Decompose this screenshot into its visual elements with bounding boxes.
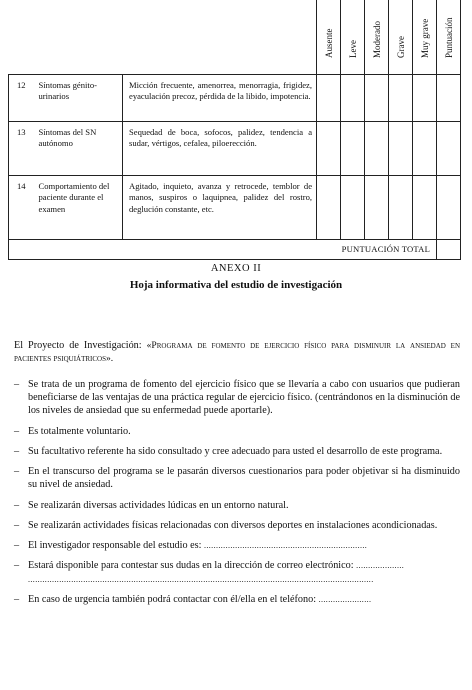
score-cell-puntuacion[interactable] [437,176,461,240]
intro-paragraph: El Proyecto de Investigación: «Programa de fomento de ejercicio físico para disminuir la ansiedad en pacientes psiquiátricos». [14,340,460,365]
total-label: PUNTUACIÓN TOTAL [9,240,437,260]
score-cell-grave[interactable] [389,176,413,240]
annex-label: ANEXO II [210,263,262,274]
annex-title: Hoja informativa del estudio de investigación [129,279,343,291]
column-header-puntuacion: Puntuación [437,0,461,75]
column-header-grave: Grave [389,0,413,75]
score-cell-grave[interactable] [389,122,413,176]
table-row [9,176,461,240]
score-cell-muy-grave[interactable] [413,75,437,122]
score-cell-muy-grave[interactable] [413,176,437,240]
list-item: – Se realizarán diversas actividades lúdicas en un entorno natural. [14,499,289,511]
column-header-moderado: Moderado [365,0,389,75]
email-fill-line[interactable]: .................... [356,561,405,571]
table-row [9,122,461,176]
phone-fill-line[interactable]: ...................... [318,594,372,604]
email-line: – Estará disponible para contestar sus dudas en la dirección de correo electrónico: .................... ................................................................................................................................................ [14,560,405,584]
item-name: Síntomas génito-urinarios [39,75,123,122]
investigator-fill-line[interactable]: .................................................................... [203,541,368,551]
item-description: Micción frecuente, amenorrea, menorragia, frigidez, eyaculación precoz, pérdida de la libido, impotencia. [123,75,317,122]
anxiety-scale-table [8,0,461,260]
item-name: Comportamiento del paciente durante el examen [39,176,123,240]
item-description: Agitado, inquieto, avanza y retrocede, temblor de manos, suspiros o laquipnea, palidez del rostro, deglución constante, etc. [123,176,317,240]
list-item: – Es totalmente voluntario. [14,425,131,437]
investigator-line: – El investigador responsable del estudio es: .................................................................... [14,540,368,552]
table-row [9,75,461,122]
score-cell-puntuacion[interactable] [437,122,461,176]
score-cell-moderado[interactable] [365,122,389,176]
list-item: – En el transcurso del programa se le pasarán diversos cuestionarios para poder objetivar si ha disminuido su nivel de ansiedad. [14,466,460,491]
column-header-ausente: Ausente [317,0,341,75]
score-cell-moderado[interactable] [365,75,389,122]
score-cell-grave[interactable] [389,75,413,122]
information-sheet-body [14,339,460,613]
score-cell-moderado[interactable] [365,176,389,240]
column-header-leve: Leve [341,0,365,75]
score-cell-leve[interactable] [341,75,365,122]
item-number: 13 [9,122,39,176]
item-description: Sequedad de boca, sofocos, palidez, tendencia a sudar, vértigos, cefalea, piloerección. [123,122,317,176]
table-header-row [9,0,461,75]
score-cell-ausente[interactable] [317,122,341,176]
item-number: 14 [9,176,39,240]
score-cell-leve[interactable] [341,122,365,176]
list-item: – Su facultativo referente ha sido consultado y cree adecuado para usted el desarrollo de este programa. [14,445,443,457]
item-name: Síntomas del SN autónomo [39,122,123,176]
total-row [9,240,461,260]
phone-line: – En caso de urgencia también podrá contactar con él/ella en el teléfono: ...................... [14,593,372,605]
column-header-muy-grave: Muy grave [413,0,437,75]
item-number: 12 [9,75,39,122]
score-cell-leve[interactable] [341,176,365,240]
list-item: – Se trata de un programa de fomento del ejercicio físico que se llevaría a cabo con usuarios que pudieran beneficiarse de las ventajas de una práctica regular de ejercicio físico. (centrándonos en la disminución de los niveles de ansiedad que su enfermedad puede aportarle). [14,378,460,417]
score-cell-ausente[interactable] [317,75,341,122]
email-fill-line-2[interactable]: ................................................................................................................................................ [28,574,374,584]
score-cell-puntuacion[interactable] [437,75,461,122]
total-score-cell[interactable] [437,240,461,260]
list-item: – Se realizarán actividades físicas relacionadas con diversos deportes en instalaciones acondicionadas. [14,519,438,531]
score-cell-ausente[interactable] [317,176,341,240]
score-cell-muy-grave[interactable] [413,122,437,176]
header-blank [9,0,317,75]
